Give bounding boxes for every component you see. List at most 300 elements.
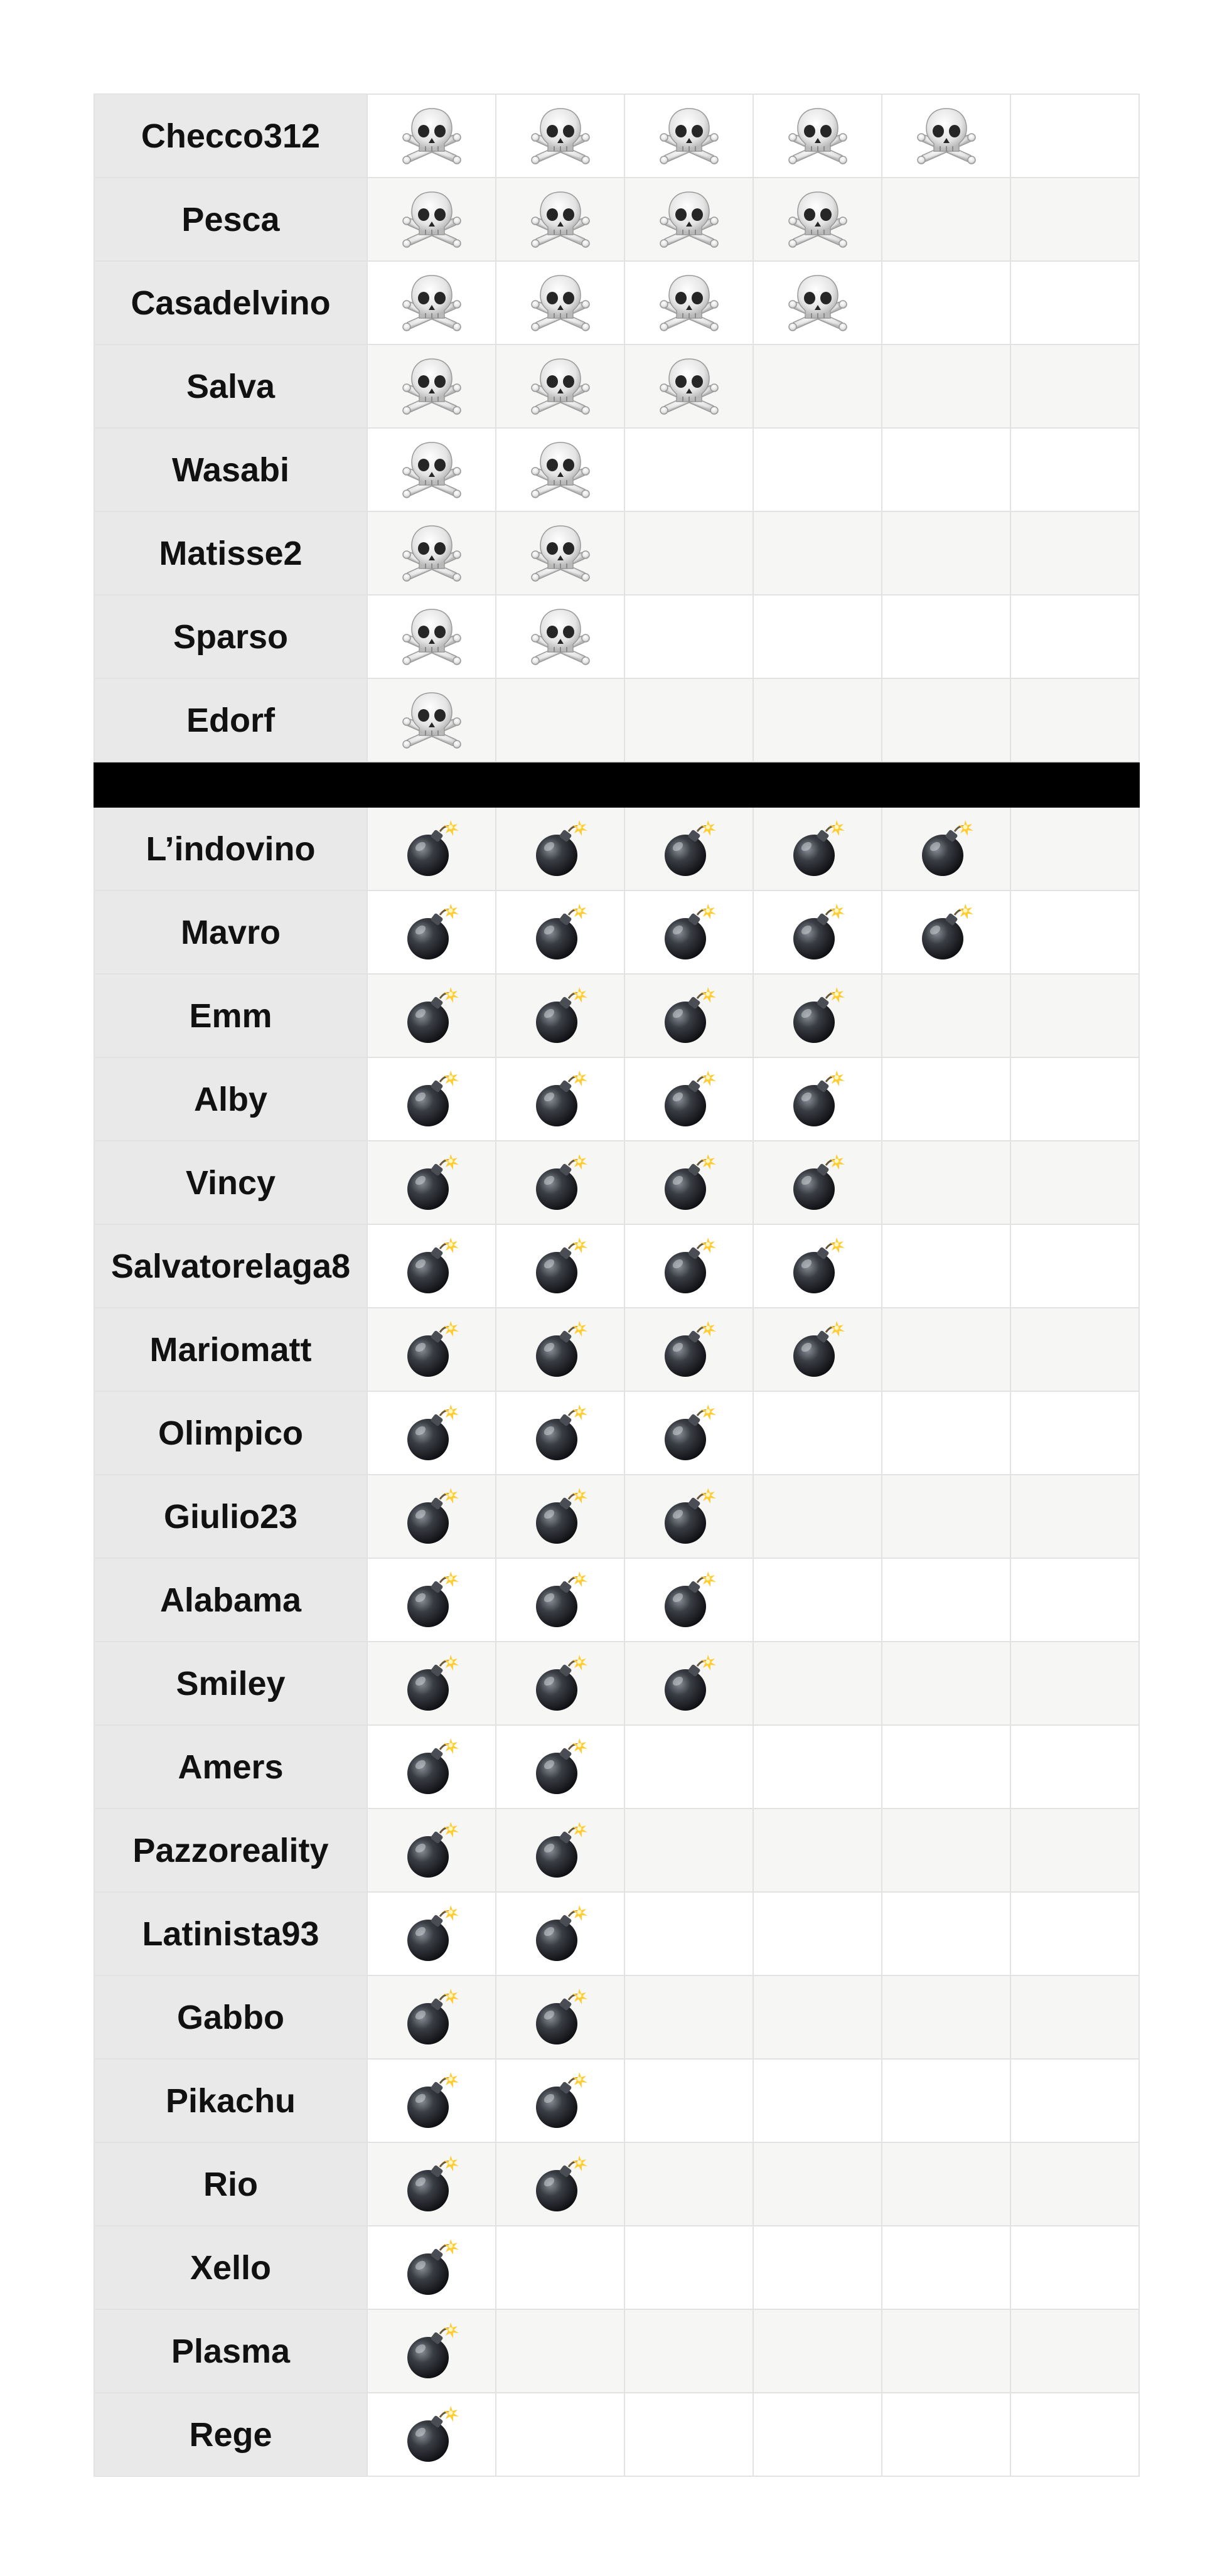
mark-cell [753, 2059, 882, 2142]
mark-cell [882, 1224, 1010, 1308]
mark-cell [367, 678, 496, 762]
table-row [94, 2393, 1139, 2476]
bomb-icon [786, 1318, 849, 1381]
skull-and-crossbones-icon [529, 105, 592, 168]
bomb-icon [400, 1736, 463, 1798]
mark-cell [367, 1475, 496, 1558]
mark-cell [882, 1141, 1010, 1224]
bomb-icon [529, 1485, 592, 1548]
bomb-icon [658, 1068, 720, 1131]
mark-cell [496, 974, 624, 1057]
mark-cell [1010, 2393, 1139, 2476]
group-divider [94, 762, 1139, 807]
mark-cell [496, 595, 624, 678]
bomb-icon [400, 1235, 463, 1298]
skull-and-crossbones-icon [786, 272, 849, 334]
player-name: Pikachu [94, 2059, 367, 2142]
table-row [94, 178, 1139, 261]
player-name: Alabama [94, 1558, 367, 1642]
player-name: Smiley [94, 1642, 367, 1725]
bomb-icon [658, 1318, 720, 1381]
mark-cell [624, 261, 753, 345]
leaderboard-table [94, 94, 1140, 2477]
table-row [94, 1975, 1139, 2059]
mark-cell [496, 511, 624, 595]
player-name: Giulio23 [94, 1475, 367, 1558]
table-row [94, 2059, 1139, 2142]
skull-and-crossbones-icon [529, 355, 592, 418]
mark-cell [496, 1308, 624, 1391]
bomb-icon [400, 2237, 463, 2299]
mark-cell [1010, 1892, 1139, 1975]
mark-cell [496, 428, 624, 511]
mark-cell [882, 1391, 1010, 1475]
mark-cell [624, 1057, 753, 1141]
bomb-icon [658, 1402, 720, 1465]
bomb-icon [915, 818, 978, 880]
bomb-icon [529, 2070, 592, 2132]
mark-cell [753, 890, 882, 974]
mark-cell [496, 1642, 624, 1725]
mark-cell [624, 1892, 753, 1975]
bomb-icon [658, 818, 720, 880]
mark-cell [753, 1141, 882, 1224]
skull-and-crossbones-icon [400, 606, 463, 668]
mark-cell [753, 974, 882, 1057]
mark-cell [1010, 511, 1139, 595]
bomb-icon [529, 818, 592, 880]
mark-cell [1010, 1975, 1139, 2059]
mark-cell [1010, 1141, 1139, 1224]
bomb-icon [529, 1152, 592, 1214]
table-row [94, 1725, 1139, 1809]
mark-cell [882, 1558, 1010, 1642]
mark-cell [753, 595, 882, 678]
mark-cell [753, 94, 882, 178]
mark-cell [753, 1057, 882, 1141]
mark-cell [1010, 1224, 1139, 1308]
mark-cell [1010, 1558, 1139, 1642]
bomb-icon [400, 1068, 463, 1131]
bomb-icon [400, 2403, 463, 2466]
mark-cell [367, 1391, 496, 1475]
mark-cell [882, 1975, 1010, 2059]
mark-cell [753, 1642, 882, 1725]
mark-cell [367, 974, 496, 1057]
bomb-icon [529, 1068, 592, 1131]
bomb-icon [658, 1569, 720, 1632]
mark-cell [753, 1725, 882, 1809]
bomb-icon [400, 901, 463, 964]
mark-cell [496, 1391, 624, 1475]
mark-cell [367, 1642, 496, 1725]
mark-cell [624, 1391, 753, 1475]
bomb-icon [529, 2153, 592, 2216]
player-name: Checco312 [94, 94, 367, 178]
skull-and-crossbones-icon [658, 188, 720, 251]
mark-cell [753, 1809, 882, 1892]
mark-cell [624, 595, 753, 678]
bomb-icon [529, 1235, 592, 1298]
bomb-icon [400, 1318, 463, 1381]
table-row [94, 1391, 1139, 1475]
table-row [94, 1642, 1139, 1725]
mark-cell [882, 1475, 1010, 1558]
mark-cell [624, 94, 753, 178]
bomb-icon [786, 1152, 849, 1214]
bomb-icon [658, 1235, 720, 1298]
mark-cell [624, 974, 753, 1057]
mark-cell [1010, 1057, 1139, 1141]
player-name: Matisse2 [94, 511, 367, 595]
skull-and-crossbones-icon [400, 105, 463, 168]
mark-cell [496, 261, 624, 345]
mark-cell [1010, 890, 1139, 974]
player-name: Plasma [94, 2309, 367, 2393]
mark-cell [1010, 1809, 1139, 1892]
mark-cell [753, 178, 882, 261]
player-name: L’indovino [94, 807, 367, 890]
mark-cell [624, 1558, 753, 1642]
mark-cell [1010, 678, 1139, 762]
skull-and-crossbones-icon [529, 439, 592, 501]
table-row [94, 595, 1139, 678]
table-row [94, 345, 1139, 428]
mark-cell [367, 890, 496, 974]
bomb-icon [529, 1402, 592, 1465]
mark-cell [1010, 807, 1139, 890]
mark-cell [882, 2142, 1010, 2226]
skull-and-crossbones-icon [658, 272, 720, 334]
table-row [94, 1308, 1139, 1391]
mark-cell [753, 1475, 882, 1558]
mark-cell [624, 1141, 753, 1224]
mark-cell [753, 1558, 882, 1642]
mark-cell [753, 2142, 882, 2226]
bomb-icon [786, 901, 849, 964]
mark-cell [882, 261, 1010, 345]
mark-cell [882, 2309, 1010, 2393]
mark-cell [496, 1224, 624, 1308]
player-name: Sparso [94, 595, 367, 678]
mark-cell [367, 595, 496, 678]
table-row [94, 428, 1139, 511]
player-name: Rege [94, 2393, 367, 2476]
mark-cell [753, 345, 882, 428]
bomb-icon [400, 1903, 463, 1965]
bomb-icon [400, 1152, 463, 1214]
table-row [94, 1809, 1139, 1892]
mark-cell [1010, 2142, 1139, 2226]
player-name: Casadelvino [94, 261, 367, 345]
mark-cell [753, 2226, 882, 2309]
bomb-icon [529, 1318, 592, 1381]
mark-cell [882, 94, 1010, 178]
player-name: Emm [94, 974, 367, 1057]
player-name: Pazzoreality [94, 1809, 367, 1892]
skull-and-crossbones-icon [400, 689, 463, 752]
bomb-icon [658, 901, 720, 964]
mark-cell [753, 2393, 882, 2476]
mark-cell [1010, 2226, 1139, 2309]
mark-cell [496, 1057, 624, 1141]
bomb-icon [658, 985, 720, 1047]
group-divider-bar [94, 762, 1139, 807]
bomb-icon [400, 2153, 463, 2216]
player-name: Gabbo [94, 1975, 367, 2059]
bomb-icon [400, 1402, 463, 1465]
mark-cell [1010, 2309, 1139, 2393]
mark-cell [496, 178, 624, 261]
player-name: Edorf [94, 678, 367, 762]
bomb-icon [529, 985, 592, 1047]
player-name: Alby [94, 1057, 367, 1141]
mark-cell [367, 2142, 496, 2226]
mark-cell [367, 1725, 496, 1809]
skull-and-crossbones-icon [915, 105, 978, 168]
mark-cell [496, 1141, 624, 1224]
bomb-icon [529, 1569, 592, 1632]
table-row [94, 890, 1139, 974]
mark-cell [496, 2393, 624, 2476]
bomb-icon [529, 1736, 592, 1798]
bomb-icon [400, 985, 463, 1047]
mark-cell [1010, 974, 1139, 1057]
bomb-icon [400, 2070, 463, 2132]
skull-and-crossbones-icon [529, 606, 592, 668]
mark-cell [367, 261, 496, 345]
table-row [94, 1558, 1139, 1642]
mark-cell [1010, 1642, 1139, 1725]
mark-cell [367, 345, 496, 428]
table-row [94, 1892, 1139, 1975]
bomb-icon [915, 901, 978, 964]
mark-cell [496, 2142, 624, 2226]
skull-and-crossbones-icon [400, 439, 463, 501]
bomb-icon [786, 985, 849, 1047]
mark-cell [882, 2059, 1010, 2142]
bomb-icon [400, 818, 463, 880]
mark-cell [1010, 94, 1139, 178]
player-name: Mariomatt [94, 1308, 367, 1391]
skull-and-crossbones-icon [658, 355, 720, 418]
mark-cell [367, 2226, 496, 2309]
bomb-icon [400, 2320, 463, 2383]
player-name: Salva [94, 345, 367, 428]
mark-cell [624, 678, 753, 762]
mark-cell [624, 511, 753, 595]
player-name: Pesca [94, 178, 367, 261]
mark-cell [367, 94, 496, 178]
mark-cell [753, 1892, 882, 1975]
player-name: Olimpico [94, 1391, 367, 1475]
mark-cell [882, 1892, 1010, 1975]
bomb-icon [658, 1652, 720, 1715]
table-row [94, 261, 1139, 345]
table-row [94, 511, 1139, 595]
table-row [94, 807, 1139, 890]
mark-cell [882, 595, 1010, 678]
skull-and-crossbones-icon [400, 272, 463, 334]
mark-cell [624, 178, 753, 261]
skull-and-crossbones-icon [400, 522, 463, 585]
bomb-icon [400, 1652, 463, 1715]
mark-cell [367, 1558, 496, 1642]
mark-cell [624, 428, 753, 511]
table-row [94, 1475, 1139, 1558]
mark-cell [496, 2309, 624, 2393]
mark-cell [882, 678, 1010, 762]
mark-cell [367, 1141, 496, 1224]
leaderboard-body [94, 94, 1139, 2476]
mark-cell [496, 807, 624, 890]
player-name: Latinista93 [94, 1892, 367, 1975]
mark-cell [882, 1809, 1010, 1892]
bomb-icon [786, 1068, 849, 1131]
player-name: Wasabi [94, 428, 367, 511]
table-row [94, 974, 1139, 1057]
mark-cell [753, 1975, 882, 2059]
mark-cell [367, 178, 496, 261]
mark-cell [367, 1809, 496, 1892]
mark-cell [624, 1975, 753, 2059]
mark-cell [367, 2059, 496, 2142]
skull-and-crossbones-icon [658, 105, 720, 168]
mark-cell [496, 1975, 624, 2059]
mark-cell [624, 345, 753, 428]
mark-cell [1010, 1391, 1139, 1475]
mark-cell [367, 1224, 496, 1308]
bomb-icon [400, 1485, 463, 1548]
mark-cell [882, 807, 1010, 890]
bomb-icon [529, 1652, 592, 1715]
mark-cell [882, 1057, 1010, 1141]
mark-cell [624, 1642, 753, 1725]
mark-cell [1010, 1475, 1139, 1558]
mark-cell [496, 1558, 624, 1642]
mark-cell [496, 94, 624, 178]
table-row [94, 678, 1139, 762]
mark-cell [367, 511, 496, 595]
bomb-icon [400, 1819, 463, 1882]
table-row [94, 2309, 1139, 2393]
mark-cell [753, 2309, 882, 2393]
mark-cell [753, 428, 882, 511]
player-name: Mavro [94, 890, 367, 974]
skull-and-crossbones-icon [529, 522, 592, 585]
bomb-icon [658, 1152, 720, 1214]
player-name: Amers [94, 1725, 367, 1809]
player-name: Vincy [94, 1141, 367, 1224]
mark-cell [496, 678, 624, 762]
mark-cell [753, 678, 882, 762]
table-row [94, 94, 1139, 178]
bomb-icon [529, 901, 592, 964]
bomb-icon [529, 1903, 592, 1965]
mark-cell [496, 1809, 624, 1892]
bomb-icon [658, 1485, 720, 1548]
mark-cell [367, 1975, 496, 2059]
mark-cell [753, 1308, 882, 1391]
skull-and-crossbones-icon [529, 272, 592, 334]
mark-cell [496, 2226, 624, 2309]
mark-cell [624, 1308, 753, 1391]
mark-cell [367, 807, 496, 890]
mark-cell [624, 1224, 753, 1308]
skull-and-crossbones-icon [400, 355, 463, 418]
table-row [94, 1141, 1139, 1224]
mark-cell [367, 428, 496, 511]
bomb-icon [400, 1986, 463, 2049]
bomb-icon [786, 818, 849, 880]
bomb-icon [786, 1235, 849, 1298]
mark-cell [367, 2309, 496, 2393]
mark-cell [1010, 1725, 1139, 1809]
player-name: Salvatorelaga8 [94, 1224, 367, 1308]
mark-cell [1010, 2059, 1139, 2142]
mark-cell [624, 2309, 753, 2393]
table-row [94, 2226, 1139, 2309]
mark-cell [882, 2226, 1010, 2309]
mark-cell [753, 1224, 882, 1308]
mark-cell [496, 1475, 624, 1558]
mark-cell [753, 807, 882, 890]
table-row [94, 1224, 1139, 1308]
mark-cell [882, 1725, 1010, 1809]
mark-cell [496, 2059, 624, 2142]
mark-cell [1010, 595, 1139, 678]
mark-cell [367, 1057, 496, 1141]
mark-cell [882, 428, 1010, 511]
mark-cell [367, 1892, 496, 1975]
mark-cell [1010, 1308, 1139, 1391]
mark-cell [496, 890, 624, 974]
mark-cell [496, 1725, 624, 1809]
mark-cell [624, 807, 753, 890]
mark-cell [624, 1809, 753, 1892]
mark-cell [367, 2393, 496, 2476]
mark-cell [882, 345, 1010, 428]
player-name: Rio [94, 2142, 367, 2226]
mark-cell [882, 511, 1010, 595]
table-row [94, 2142, 1139, 2226]
bomb-icon [529, 1986, 592, 2049]
mark-cell [882, 178, 1010, 261]
mark-cell [624, 2059, 753, 2142]
mark-cell [624, 2226, 753, 2309]
player-name: Xello [94, 2226, 367, 2309]
mark-cell [882, 2393, 1010, 2476]
skull-and-crossbones-icon [786, 105, 849, 168]
table-row [94, 1057, 1139, 1141]
mark-cell [882, 890, 1010, 974]
mark-cell [753, 511, 882, 595]
mark-cell [624, 1725, 753, 1809]
skull-and-crossbones-icon [529, 188, 592, 251]
bomb-icon [529, 1819, 592, 1882]
mark-cell [1010, 428, 1139, 511]
mark-cell [882, 974, 1010, 1057]
mark-cell [624, 1475, 753, 1558]
mark-cell [882, 1308, 1010, 1391]
mark-cell [882, 1642, 1010, 1725]
mark-cell [624, 2142, 753, 2226]
mark-cell [1010, 345, 1139, 428]
mark-cell [753, 1391, 882, 1475]
mark-cell [624, 890, 753, 974]
skull-and-crossbones-icon [786, 188, 849, 251]
skull-and-crossbones-icon [400, 188, 463, 251]
